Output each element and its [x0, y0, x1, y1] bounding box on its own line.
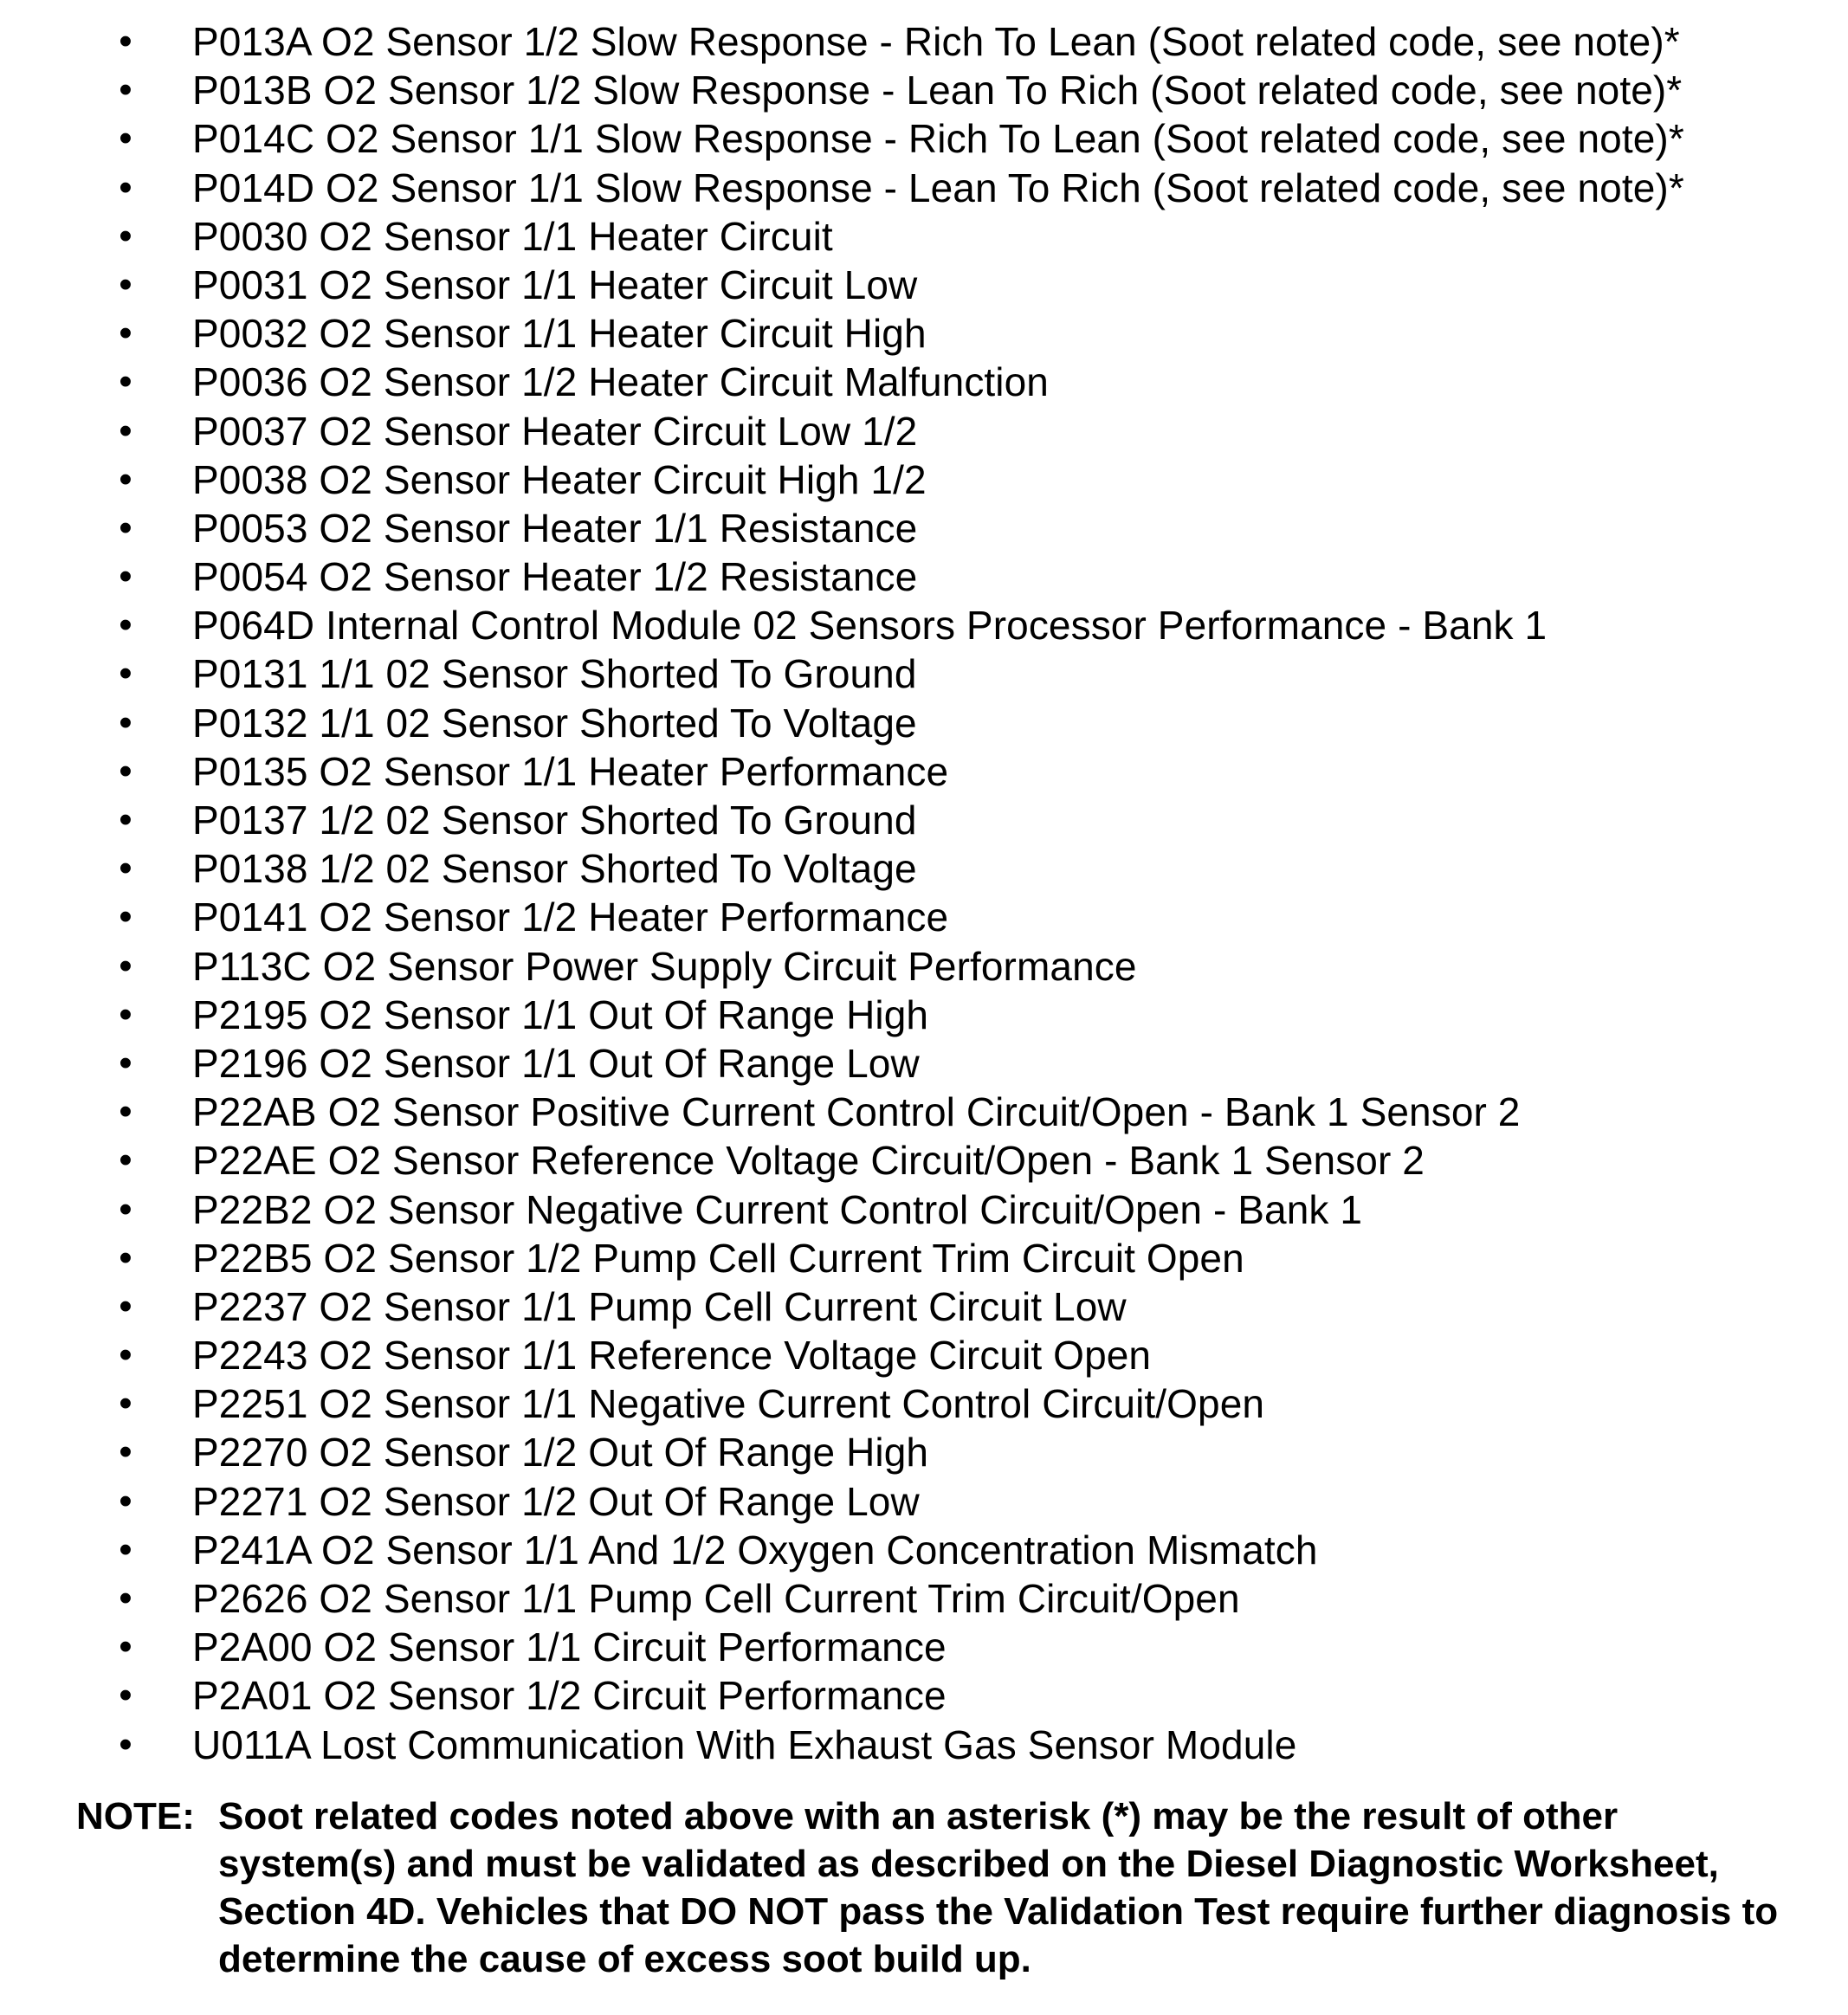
soot-note: [76, 1792, 1808, 1983]
list-item: [0, 1088, 1848, 1136]
code-text: P113C O2 Sensor Power Supply Circuit Performance: [192, 943, 1137, 989]
bullet-icon: •: [119, 1139, 132, 1182]
code-text: P22B5 O2 Sensor 1/2 Pump Cell Current Trim Circuit Open: [192, 1235, 1244, 1281]
code-text: P0138 1/2 02 Sensor Shorted To Voltage: [192, 846, 917, 892]
code-text: P2251 O2 Sensor 1/1 Negative Current Control Circuit/Open: [192, 1381, 1265, 1427]
bullet-icon: •: [119, 604, 132, 647]
code-text: P2237 O2 Sensor 1/1 Pump Cell Current Circuit Low: [192, 1283, 1127, 1329]
code-text: P064D Internal Control Module 02 Sensors Processor Performance - Bank 1: [192, 603, 1548, 649]
list-item: [0, 407, 1848, 455]
list-item: [0, 504, 1848, 552]
code-text: P0030 O2 Sensor 1/1 Heater Circuit: [192, 213, 833, 259]
bullet-icon: •: [119, 1090, 132, 1133]
list-item: [0, 261, 1848, 309]
code-text: P2626 O2 Sensor 1/1 Pump Cell Current Trim Circuit/Open: [192, 1576, 1240, 1621]
bullet-icon: •: [119, 944, 132, 987]
bullet-icon: •: [119, 992, 132, 1036]
code-text: P013A O2 Sensor 1/2 Slow Response - Rich To Lean (Soot related code, see note)*: [192, 19, 1680, 64]
list-item: [0, 1136, 1848, 1185]
list-item: [0, 991, 1848, 1039]
list-item: [0, 747, 1848, 796]
code-text: P014C O2 Sensor 1/1 Slow Response - Rich To Lean (Soot related code, see note)*: [192, 116, 1684, 162]
list-item: [0, 66, 1848, 114]
bullet-icon: •: [119, 409, 132, 452]
list-item: [0, 1623, 1848, 1671]
list-item: [0, 1721, 1848, 1769]
code-text: P2195 O2 Sensor 1/1 Out Of Range High: [192, 991, 929, 1037]
bullet-icon: •: [119, 312, 132, 355]
code-text: P0135 O2 Sensor 1/1 Heater Performance: [192, 748, 949, 794]
list-item: [0, 893, 1848, 941]
diagnostic-code-list: [0, 17, 1848, 1769]
code-text: P0141 O2 Sensor 1/2 Heater Performance: [192, 894, 949, 940]
list-item: [0, 1234, 1848, 1282]
bullet-icon: •: [119, 1334, 132, 1377]
code-text: P013B O2 Sensor 1/2 Slow Response - Lean To Rich (Soot related code, see note)*: [192, 68, 1683, 113]
code-text: P0131 1/1 02 Sensor Shorted To Ground: [192, 651, 917, 697]
bullet-icon: •: [119, 117, 132, 160]
list-item: [0, 942, 1848, 991]
bullet-icon: •: [119, 1236, 132, 1279]
bullet-icon: •: [119, 506, 132, 549]
list-item: [0, 1477, 1848, 1526]
list-item: [0, 699, 1848, 747]
bullet-icon: •: [119, 749, 132, 792]
code-text: P0037 O2 Sensor Heater Circuit Low 1/2: [192, 408, 918, 454]
code-text: P22AE O2 Sensor Reference Voltage Circuit/Open - Bank 1 Sensor 2: [192, 1138, 1425, 1184]
bullet-icon: •: [119, 20, 132, 62]
list-item: [0, 309, 1848, 358]
list-item: [0, 114, 1848, 163]
code-text: P241A O2 Sensor 1/1 And 1/2 Oxygen Concentration Mismatch: [192, 1527, 1318, 1573]
list-item: [0, 844, 1848, 893]
bullet-icon: •: [119, 1527, 132, 1571]
code-text: P2A01 O2 Sensor 1/2 Circuit Performance: [192, 1673, 947, 1719]
bullet-icon: •: [119, 1284, 132, 1327]
list-item: [0, 455, 1848, 504]
bullet-icon: •: [119, 847, 132, 890]
list-item: [0, 358, 1848, 406]
list-item: [0, 212, 1848, 261]
code-text: P0054 O2 Sensor Heater 1/2 Resistance: [192, 554, 918, 600]
code-text: P2271 O2 Sensor 1/2 Out Of Range Low: [192, 1478, 920, 1524]
code-text: P0036 O2 Sensor 1/2 Heater Circuit Malfunction: [192, 359, 1049, 405]
bullet-icon: •: [119, 1625, 132, 1669]
list-item: [0, 1039, 1848, 1088]
list-item: [0, 649, 1848, 698]
code-text: P0053 O2 Sensor Heater 1/1 Resistance: [192, 505, 918, 551]
bullet-icon: •: [119, 262, 132, 306]
bullet-icon: •: [119, 1674, 132, 1717]
bullet-icon: •: [119, 1577, 132, 1619]
bullet-icon: •: [119, 457, 132, 501]
bullet-icon: •: [119, 1041, 132, 1084]
bullet-icon: •: [119, 895, 132, 939]
bullet-icon: •: [119, 555, 132, 598]
code-text: P0031 O2 Sensor 1/1 Heater Circuit Low: [192, 262, 918, 307]
list-item: [0, 1282, 1848, 1331]
list-item: [0, 1671, 1848, 1720]
list-item: [0, 601, 1848, 649]
list-item: [0, 1428, 1848, 1476]
bullet-icon: •: [119, 214, 132, 257]
list-item: [0, 1331, 1848, 1379]
list-item: [0, 1574, 1848, 1623]
bullet-icon: •: [119, 1722, 132, 1766]
bullet-icon: •: [119, 165, 132, 209]
list-item: [0, 796, 1848, 844]
list-item: [0, 1379, 1848, 1428]
code-text: P0132 1/1 02 Sensor Shorted To Voltage: [192, 700, 917, 746]
code-text: U011A Lost Communication With Exhaust Gas Sensor Module: [192, 1721, 1297, 1767]
list-item: [0, 17, 1848, 66]
code-text: P22B2 O2 Sensor Negative Current Control Circuit/Open - Bank 1: [192, 1186, 1363, 1232]
bullet-icon: •: [119, 1431, 132, 1474]
code-text: P0032 O2 Sensor 1/1 Heater Circuit High: [192, 311, 927, 357]
code-text: P2196 O2 Sensor 1/1 Out Of Range Low: [192, 1040, 920, 1086]
list-item: [0, 1526, 1848, 1574]
note-text: Soot related codes noted above with an asterisk (*) may be the result of other system(s) and must be validated as described on the Diesel Diagnostic Worksheet, Section 4D. Vehicles that DO NOT pass the Validation Test require further diagnosis to determine the cause of excess soot build up.: [218, 1795, 1779, 1980]
code-text: P2270 O2 Sensor 1/2 Out Of Range High: [192, 1430, 929, 1476]
code-text: P014D O2 Sensor 1/1 Slow Response - Lean To Rich (Soot related code, see note)*: [192, 165, 1684, 210]
bullet-icon: •: [119, 652, 132, 695]
bullet-icon: •: [119, 1187, 132, 1230]
code-text: P2243 O2 Sensor 1/1 Reference Voltage Circuit Open: [192, 1333, 1152, 1379]
list-item: [0, 164, 1848, 212]
bullet-icon: •: [119, 1479, 132, 1522]
list-item: [0, 1185, 1848, 1234]
code-text: P0137 1/2 02 Sensor Shorted To Ground: [192, 798, 917, 843]
code-text: P22AB O2 Sensor Positive Current Control Circuit/Open - Bank 1 Sensor 2: [192, 1089, 1521, 1135]
bullet-icon: •: [119, 68, 132, 112]
list-item: [0, 552, 1848, 601]
bullet-icon: •: [119, 1382, 132, 1425]
code-text: P2A00 O2 Sensor 1/1 Circuit Performance: [192, 1624, 947, 1670]
bullet-icon: •: [119, 798, 132, 841]
bullet-icon: •: [119, 701, 132, 744]
note-label: NOTE:: [76, 1795, 195, 1837]
bullet-icon: •: [119, 360, 132, 404]
code-text: P0038 O2 Sensor Heater Circuit High 1/2: [192, 456, 927, 502]
